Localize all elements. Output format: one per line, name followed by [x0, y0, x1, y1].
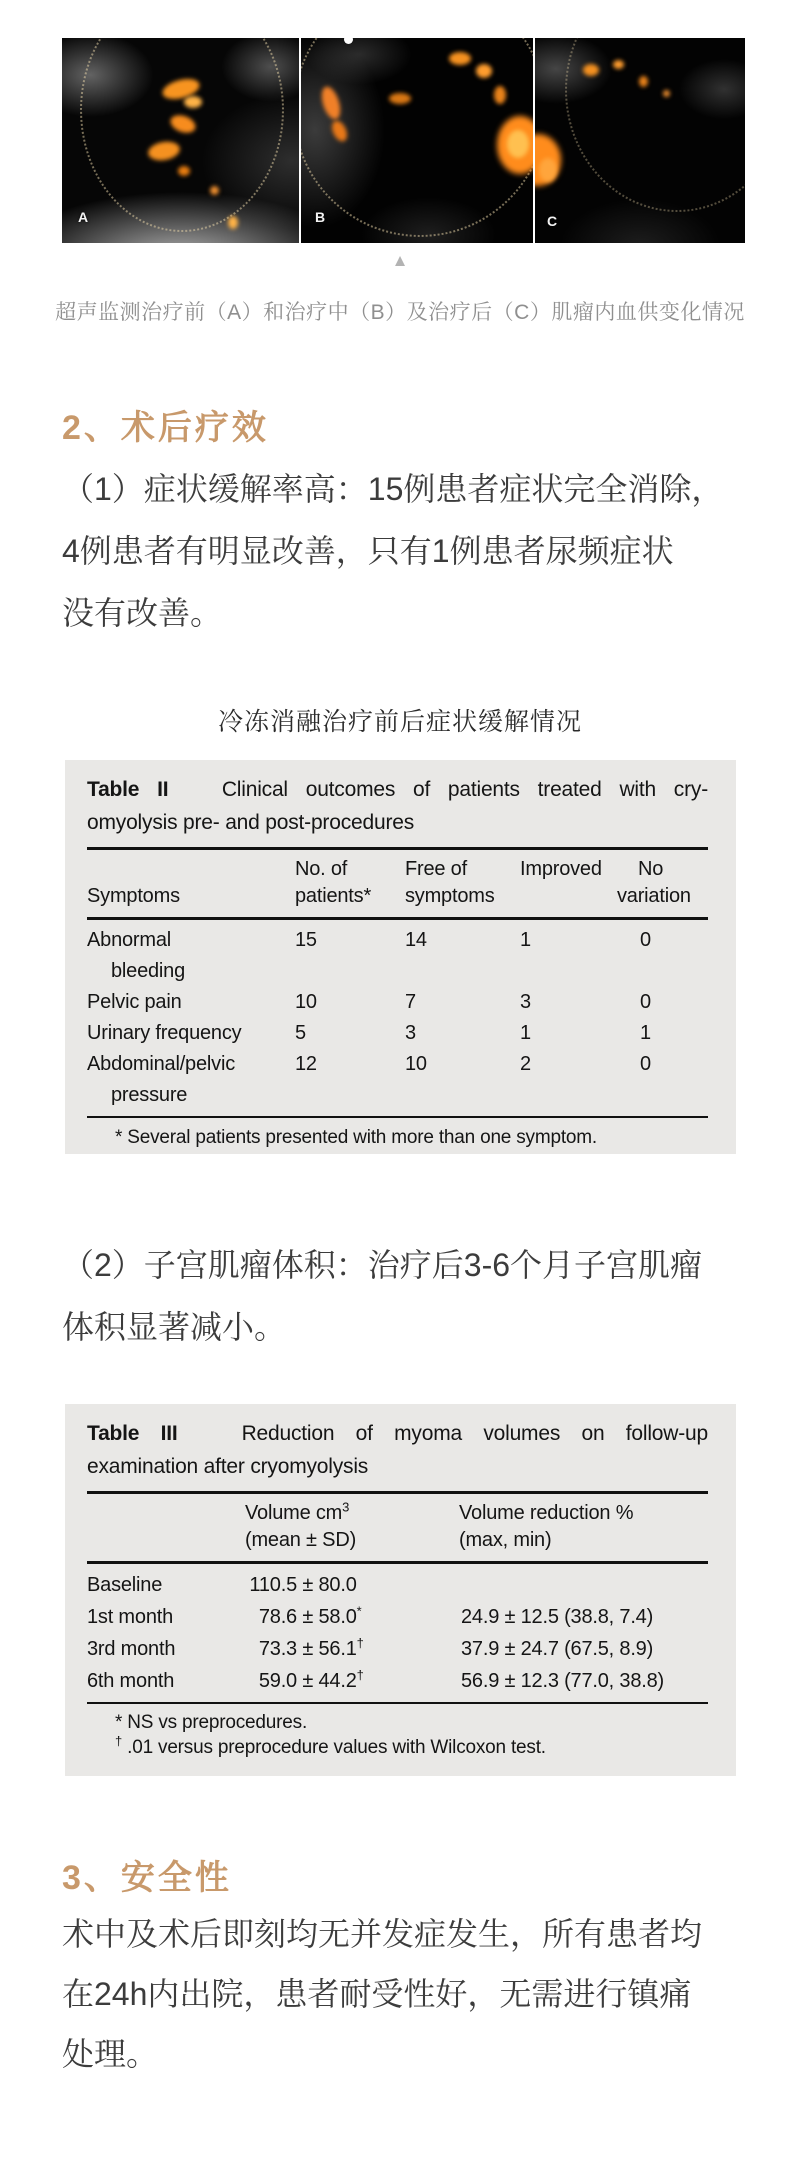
table-2-footnote: * Several patients presented with more than one symptom.: [115, 1127, 598, 1148]
section-3-heading: 3、安全性: [62, 1859, 232, 1897]
doppler-flow-blob: [663, 90, 670, 97]
table-row: [87, 1633, 708, 1665]
doppler-flow-blob: [184, 96, 202, 108]
row-label: Baseline: [87, 1574, 163, 1596]
cell: 0: [640, 991, 651, 1013]
figure-caption: 超声监测治疗前（A）和治疗中（B）及治疗后（C）肌瘤内血供变化情况: [55, 301, 745, 324]
paragraph-line: 在24h内出院，患者耐受性好，无需进行镇痛: [62, 1976, 692, 2012]
row-label: Pelvic pain: [87, 991, 182, 1013]
table-2: [65, 760, 736, 1154]
doppler-flow-blob: [539, 158, 557, 182]
cell: 2: [520, 1053, 531, 1075]
row-label: Urinary frequency: [87, 1022, 242, 1044]
scan-sector-outline: [80, 38, 284, 232]
doppler-flow-blob: [449, 52, 471, 65]
doppler-flow-blob: [389, 93, 411, 104]
paragraph-line: （2）子宫肌瘤体积：治疗后3-6个月子宫肌瘤: [62, 1247, 703, 1283]
cell: 59.0 ± 44.2†: [258, 1667, 364, 1692]
cell: 10: [405, 1053, 427, 1075]
doppler-flow-blob: [583, 64, 599, 76]
paragraph-line: 术中及术后即刻均无并发症发生，所有患者均: [62, 1916, 703, 1952]
table-3-footnote-1: * NS vs preprocedures.: [115, 1712, 308, 1733]
collapse-triangle-icon: ▲: [391, 251, 409, 270]
doppler-flow-blob: [178, 166, 190, 176]
table-3-title-line-2: examination after cryomyolysis: [87, 1455, 369, 1478]
paragraph-line: （1）症状缓解率高：15例患者症状完全消除，: [62, 471, 724, 507]
ultrasound-panel-a: [62, 38, 299, 243]
column-header: No. of patients*: [295, 858, 372, 907]
cell: 1: [520, 1022, 531, 1044]
row-label: 1st month: [87, 1606, 174, 1628]
cell: 12: [295, 1053, 317, 1075]
row-label: Abdominal/pelvic pressure: [87, 1053, 235, 1106]
cell: 0: [640, 929, 651, 951]
cell: 1: [520, 929, 531, 951]
row-label: 6th month: [87, 1670, 175, 1692]
paragraph-line: 4例患者有明显改善，只有1例患者尿频症状: [62, 533, 674, 569]
table-row: [87, 1665, 708, 1697]
section-2-paragraph-1: [62, 458, 754, 644]
table-2-title-line-2: omyolysis pre- and post-procedures: [87, 811, 415, 834]
cell: 3: [520, 991, 531, 1013]
row-label: Abnormal bleeding: [87, 929, 186, 982]
section-2-paragraph-2: [62, 1234, 754, 1358]
section-2-heading: 2、术后疗效: [62, 409, 269, 447]
table-3-label: Table III: [87, 1422, 178, 1445]
table-row: [87, 987, 708, 1018]
table-3-footnote-2: † .01 versus preprocedure values with Wilcoxon test.: [115, 1733, 546, 1758]
paragraph-line: 没有改善。: [62, 595, 223, 631]
cell: 56.9 ± 12.3 (77.0, 38.8): [461, 1670, 664, 1692]
column-header: Volume reduction % (max, min): [459, 1502, 634, 1551]
section-3-paragraph: [62, 1904, 754, 2084]
cell: 3: [405, 1022, 416, 1044]
table-row: [87, 1049, 708, 1111]
table-2-title-line-1: Table II Clinical outcomes of patients treated with cry-: [87, 778, 708, 801]
table-row: [87, 1018, 708, 1049]
table-row: [87, 1569, 708, 1601]
table-row: [87, 1601, 708, 1633]
cell: 1: [640, 1022, 651, 1044]
table-3-header-row: [87, 1494, 708, 1554]
doppler-flow-blob: [210, 186, 219, 195]
table-3-title-line-1: Table III Reduction of myoma volumes on follow-up: [87, 1422, 709, 1445]
table-row: [87, 925, 708, 987]
ultrasound-panel-b: [301, 38, 533, 243]
cell: 7: [405, 991, 416, 1013]
cell: 110.5 ± 80.0: [249, 1574, 357, 1596]
paragraph-line: 处理。: [62, 2036, 159, 2072]
panel-label-c: C: [547, 213, 558, 229]
cell: 14: [405, 929, 427, 951]
doppler-flow-blob: [228, 216, 238, 229]
doppler-flow-blob: [507, 130, 529, 158]
cell: 15: [295, 929, 317, 951]
doppler-flow-blob: [476, 64, 492, 78]
cell: 24.9 ± 12.5 (38.8, 7.4): [461, 1606, 654, 1628]
column-header: Volume $cm^3$ (mean ± SD): [245, 1499, 357, 1551]
column-header: Improved: [520, 858, 602, 880]
table-2-body: [87, 920, 708, 1111]
cell: 10: [295, 991, 317, 1013]
ultrasound-figure: [62, 38, 745, 243]
doppler-flow-blob: [613, 60, 624, 69]
column-header: [87, 1500, 245, 1554]
cell: 5: [295, 1022, 306, 1044]
table-2-header-row: [87, 850, 708, 910]
table-2-label: Table II: [87, 778, 169, 801]
doppler-flow-blob: [639, 76, 648, 87]
column-header: Symptoms: [87, 885, 180, 907]
scan-sector-outline: [301, 156, 533, 243]
probe-marker-dot: [344, 35, 353, 44]
doppler-flow-blob: [494, 86, 506, 104]
paragraph-line: 体积显著减小。: [62, 1309, 287, 1345]
panel-label-b: B: [315, 209, 326, 225]
cell: 37.9 ± 24.7 (67.5, 8.9): [461, 1638, 654, 1660]
table-3: [65, 1404, 736, 1776]
cell: 73.3 ± 56.1†: [258, 1635, 364, 1660]
cell: 0: [640, 1053, 651, 1075]
table-2-chinese-caption: 冷冻消融治疗前后症状缓解情况: [217, 708, 582, 736]
column-header: Free of symptoms: [405, 858, 495, 907]
panel-label-a: A: [78, 209, 89, 225]
row-label: 3rd month: [87, 1638, 176, 1660]
ultrasound-panel-c: [535, 38, 745, 243]
cell: 78.6 ± 58.0*: [258, 1603, 362, 1628]
column-header: No variation: [617, 858, 691, 907]
table-3-body: [87, 1564, 708, 1697]
